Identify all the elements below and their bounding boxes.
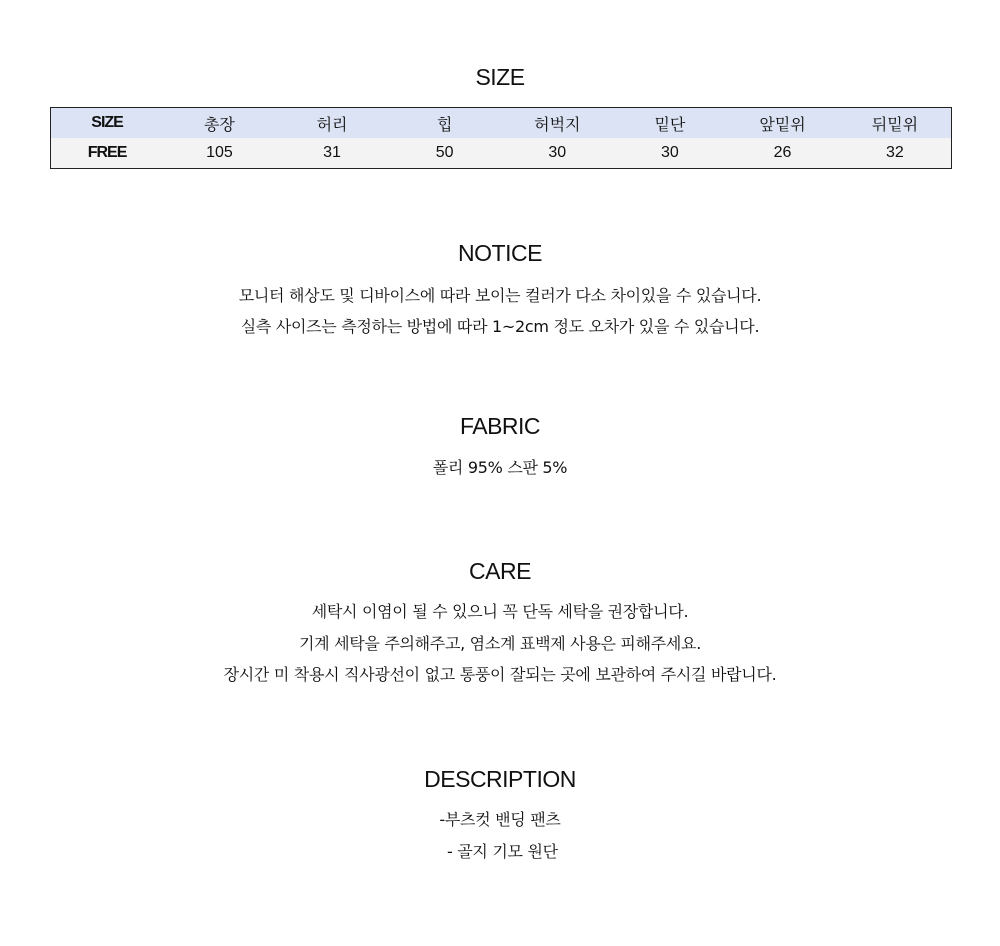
size-title: SIZE — [475, 64, 525, 90]
size-value-cell: 30 — [614, 138, 727, 169]
care-line: 기계 세탁을 주의해주고, 염소계 표백제 사용은 피해주세요. — [298, 634, 702, 653]
notice-line: 모니터 해상도 및 디바이스에 따라 보이는 컬러가 다소 차이있을 수 있습니다. — [238, 286, 762, 305]
size-column-header: 뒤밑위 — [839, 108, 952, 139]
fabric-line: 폴리 95% 스판 5% — [432, 458, 568, 477]
care-line: 장시간 미 착용시 직사광선이 없고 통풍이 잘되는 곳에 보관하여 주시길 바랍니다. — [223, 665, 777, 684]
description-title: DESCRIPTION — [424, 766, 576, 792]
description-line: - 골지 기모 원단 — [442, 842, 558, 861]
notice-title: NOTICE — [458, 240, 542, 266]
fabric-title: FABRIC — [459, 413, 541, 439]
size-header-row — [51, 108, 952, 139]
size-value-cell: 26 — [726, 138, 839, 169]
size-column-header: 앞밑위 — [726, 108, 839, 139]
size-value-cell: 50 — [388, 138, 501, 169]
size-column-header: 총장 — [163, 108, 276, 139]
care-title: CARE — [469, 558, 531, 584]
size-value-cell: 31 — [276, 138, 389, 169]
description-line: -부츠컷 밴딩 팬츠 — [439, 810, 561, 829]
size-value-cell: 105 — [163, 138, 276, 169]
size-table — [50, 107, 952, 169]
size-row-label: FREE — [51, 138, 164, 169]
care-line: 세탁시 이염이 될 수 있으니 꼭 단독 세탁을 권장합니다. — [311, 602, 689, 621]
size-column-header: 허리 — [276, 108, 389, 139]
size-value-row — [51, 138, 952, 169]
size-column-header: 밑단 — [614, 108, 727, 139]
size-header-label: SIZE — [51, 108, 164, 139]
size-column-header: 허벅지 — [501, 108, 614, 139]
size-value-cell: 32 — [839, 138, 952, 169]
notice-line: 실측 사이즈는 측정하는 방법에 따라 1~2cm 정도 오차가 있을 수 있습니다. — [240, 317, 760, 336]
size-column-header: 힙 — [388, 108, 501, 139]
size-value-cell: 30 — [501, 138, 614, 169]
